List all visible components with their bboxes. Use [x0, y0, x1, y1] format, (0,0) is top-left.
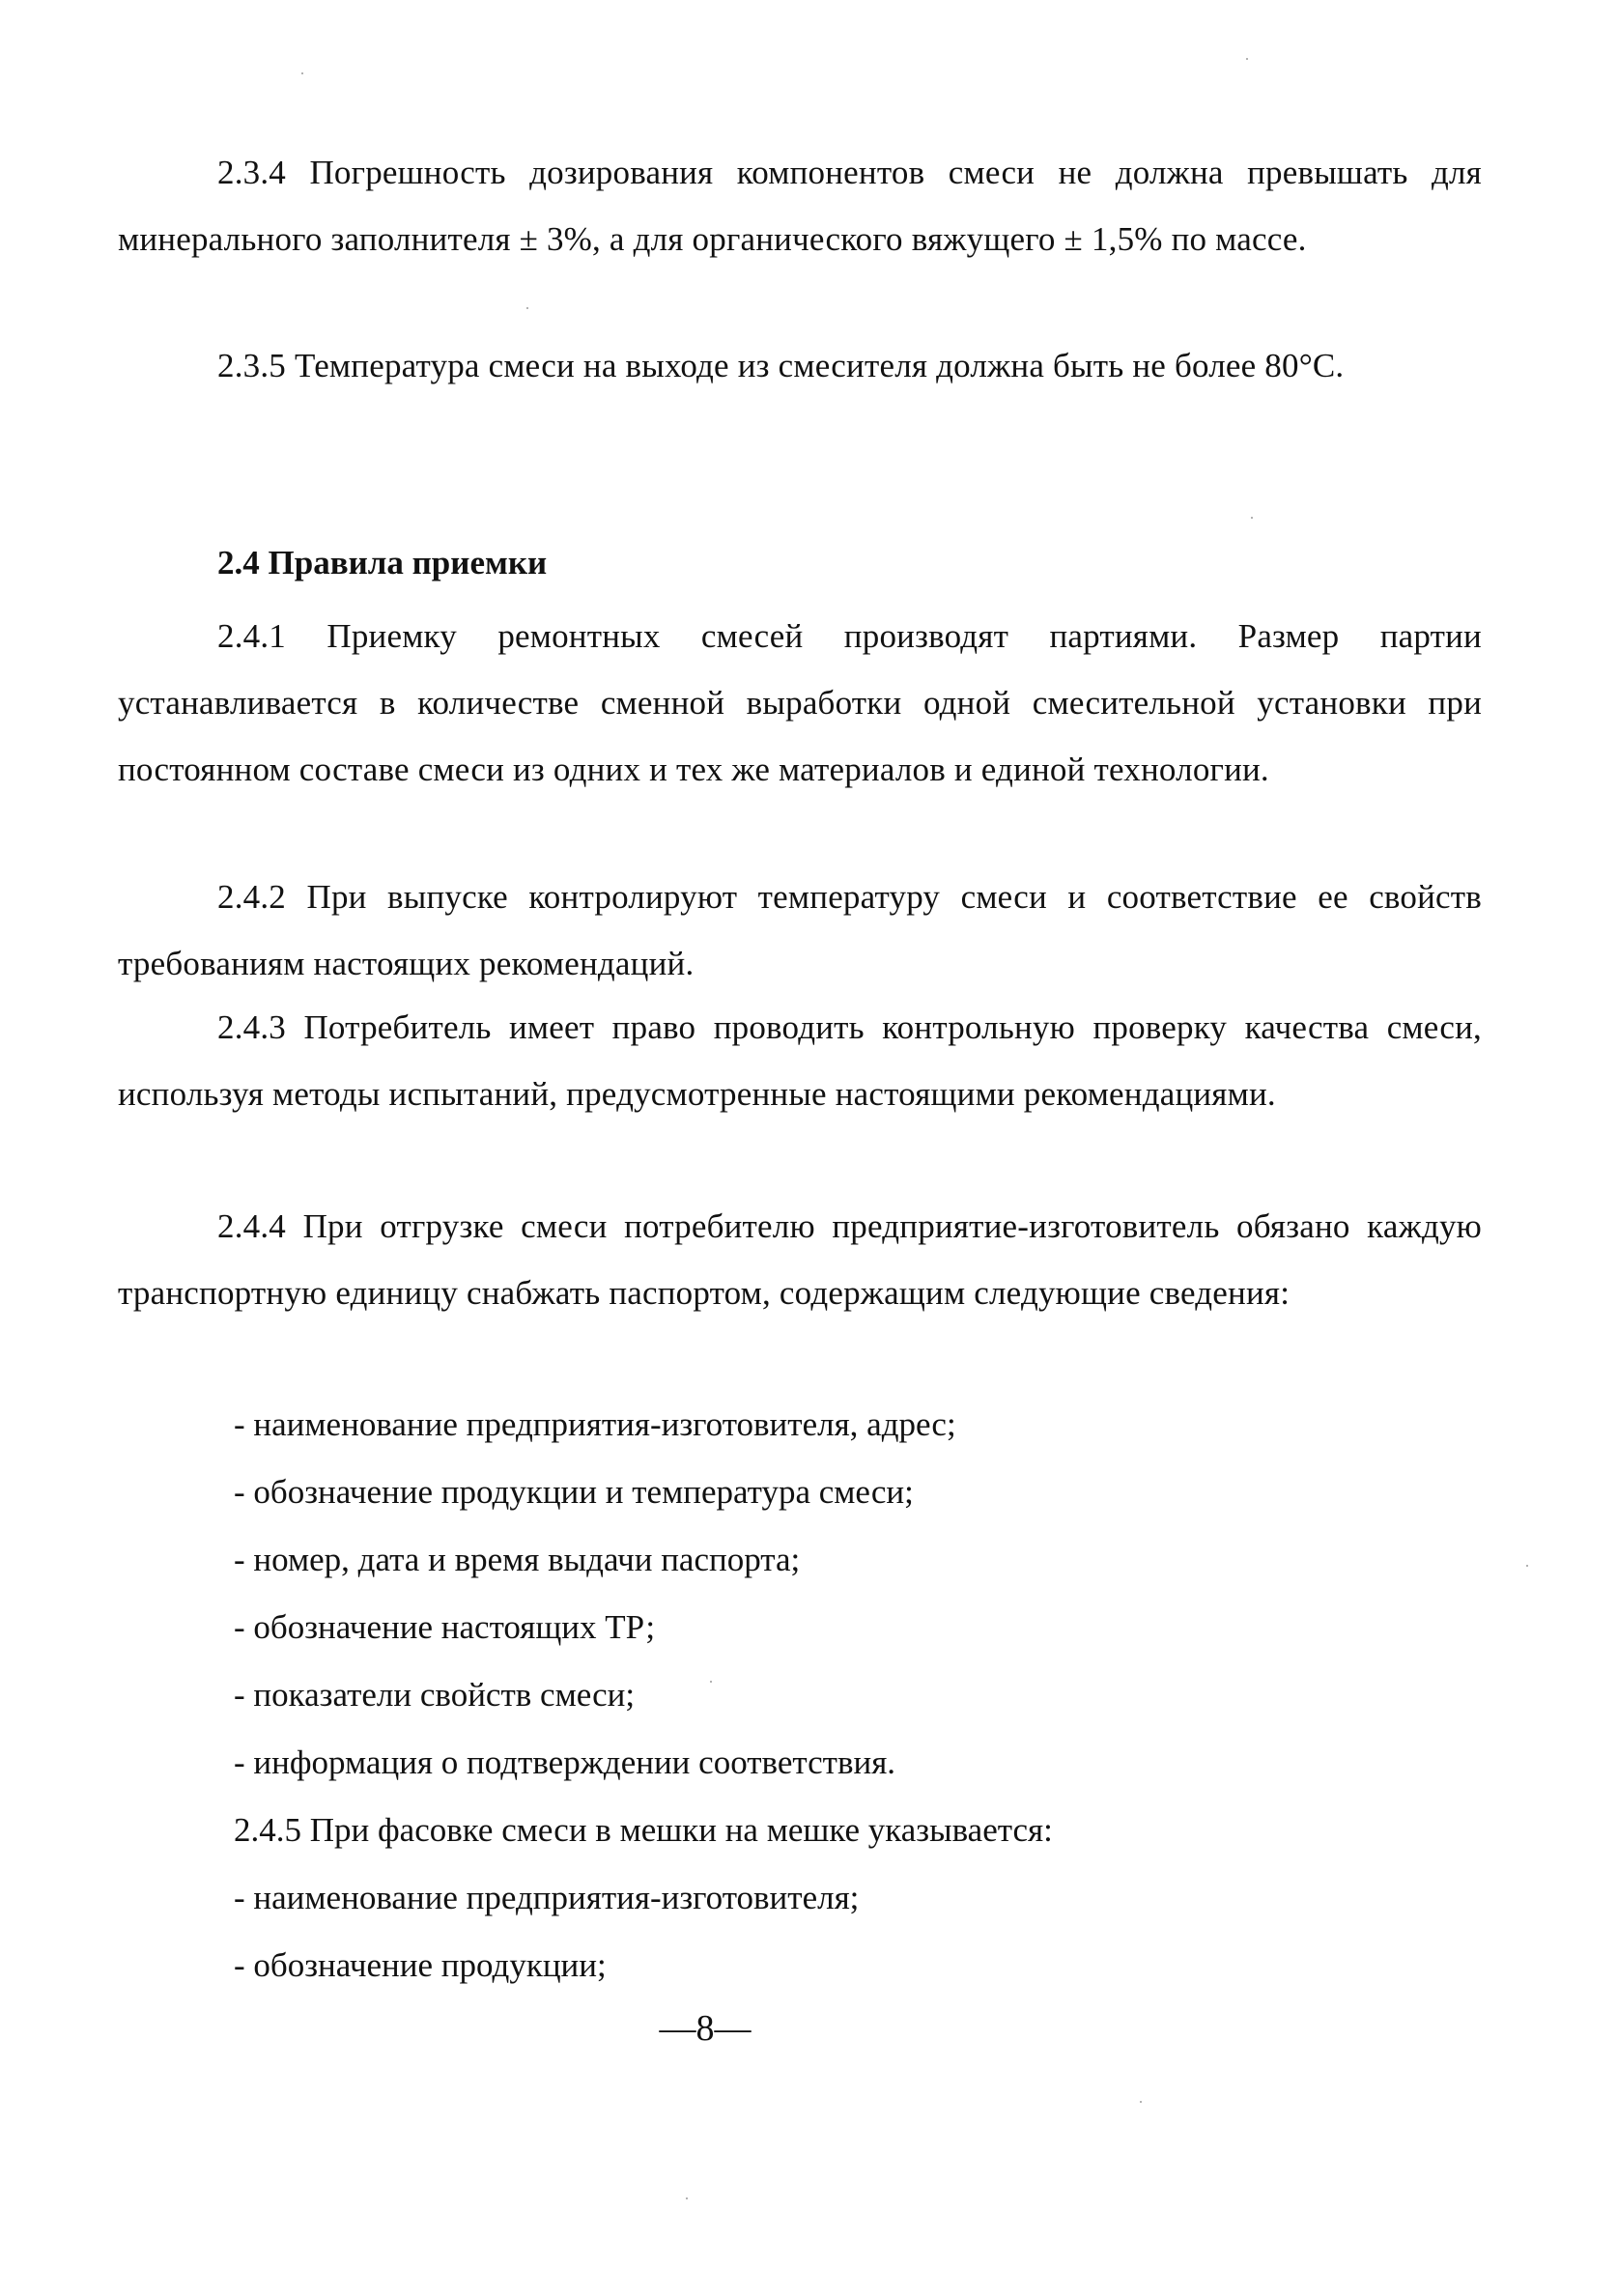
- paragraph-2-4-3: 2.4.3 Потребитель имеет право проводить контрольную проверку качества смеси, используя методы испытаний, предусмотренные настоящими рекомендациями.: [118, 1008, 1482, 1113]
- list-item: - обозначение настоящих ТР;: [234, 1608, 656, 1646]
- paragraph-2-4-1: 2.4.1 Приемку ремонтных смесей производят партиями. Размер партии устанавливается в количестве сменной выработки одной смесительной установки при постоянном составе смеси из одних и тех же материалов и единой технологии.: [118, 617, 1482, 788]
- page-number: —8—: [659, 2008, 752, 2049]
- scan-speck: [526, 307, 528, 309]
- scan-speck: [301, 72, 303, 74]
- list-item: - обозначение продукции;: [234, 1946, 607, 1984]
- list-item: - информация о подтверждении соответствия.: [234, 1743, 896, 1781]
- scan-speck: [1140, 2101, 1142, 2103]
- paragraph-2-4-4: 2.4.4 При отгрузке смеси потребителю предприятие-изготовитель обязано каждую транспортную единицу снабжать паспортом, содержащим следующие сведения:: [118, 1207, 1482, 1312]
- scan-speck: [1526, 1565, 1528, 1567]
- paragraph-2-4-2: 2.4.2 При выпуске контролируют температуру смеси и соответствие ее свойств требованиям настоящих рекомендаций.: [118, 878, 1482, 982]
- list-item: - обозначение продукции и температура смеси;: [234, 1473, 914, 1511]
- list-item: - показатели свойств смеси;: [234, 1676, 636, 1714]
- scan-speck: [686, 2197, 688, 2199]
- paragraph-2-4-5: 2.4.5 При фасовке смеси в мешки на мешке указывается:: [234, 1811, 1053, 1849]
- list-item: - наименование предприятия-изготовителя;: [234, 1879, 860, 1916]
- paragraph-2-3-5: 2.3.5 Температура смеси на выходе из смесителя должна быть не более 80°С.: [217, 347, 1345, 384]
- list-item: - наименование предприятия-изготовителя, адрес;: [234, 1405, 956, 1443]
- scan-speck: [710, 1681, 712, 1683]
- section-heading-2-4: 2.4 Правила приемки: [217, 544, 548, 581]
- paragraph-2-3-4: 2.3.4 Погрешность дозирования компонентов смеси не должна превышать для минерального заполнителя ± 3%, а для органического вяжущего ± 1,5% по массе.: [118, 154, 1482, 258]
- scan-speck: [1246, 58, 1248, 60]
- list-item: - номер, дата и время выдачи паспорта;: [234, 1541, 801, 1578]
- scan-speck: [1251, 517, 1253, 519]
